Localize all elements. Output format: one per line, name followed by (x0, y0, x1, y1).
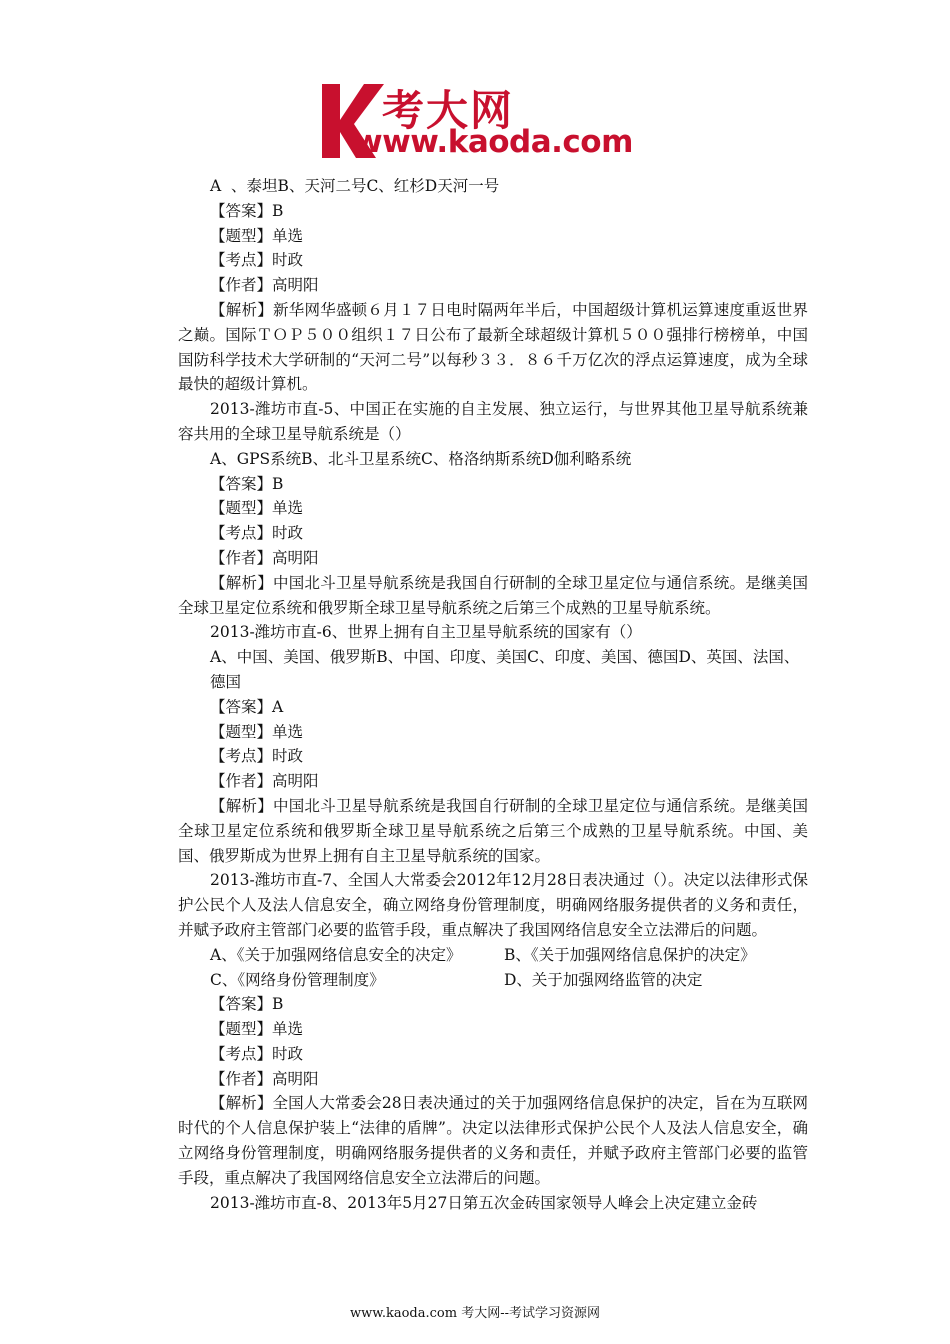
text-line: A、中国、美国、俄罗斯B、中国、印度、美国C、印度、美国、德国D、英国、法国、德国 (210, 648, 800, 691)
text-line: 【答案】A (210, 697, 284, 716)
paragraph: 【解析】中国北斗卫星导航系统是我国自行研制的全球卫星定位与通信系统。是继美国全球卫星定位系统和俄罗斯全球卫星导航系统之后第三个成熟的卫星导航系统。中国、美国、俄罗斯成为世界上拥有自主卫星导航系统的国家。 (178, 796, 808, 865)
paragraph: 【解析】全国人大常委会28日表决通过的关于加强网络信息保护的决定，旨在为互联网时代的个人信息保护装上“法律的盾牌”。决定以法律形式保护公民个人及法人信息安全，确立网络身份管理制度，明确网络服务提供者的义务和责任，并赋予政府主管部门必要的监管手段，重点解决了我国网络信息安全立法滞后的问题。 (178, 1094, 808, 1187)
document-body (178, 174, 808, 1215)
text-line: 2013-潍坊市直-8、2013年5月27日第五次金砖国家领导人峰会上决定建立金砖 (210, 1193, 758, 1212)
text-line: A、GPS系统B、北斗卫星系统C、格洛纳斯系统D伽利略系统 (210, 449, 632, 468)
text-line: 【考点】时政 (210, 524, 304, 543)
option-c: C、《网络身份管理制度》 (210, 970, 385, 989)
paragraph: 【解析】中国北斗卫星导航系统是我国自行研制的全球卫星定位与通信系统。是继美国全球卫星定位系统和俄罗斯全球卫星导航系统之后第三个成熟的卫星导航系统。 (178, 573, 808, 617)
paragraph: 【解析】新华网华盛顿６月１７日电时隔两年半后，中国超级计算机运算速度重返世界之巅。国际ＴＯＰ５００组织１７日公布了最新全球超级计算机５００强排行榜榜单，中国国防科学技术大学研制的“天河二号”以每秒３３．８６千万亿次的浮点运算速度，成为全球最快的超级计算机。 (178, 300, 808, 394)
text-line: 【答案】B (210, 995, 284, 1014)
text-line: 【作者】高明阳 (210, 548, 319, 567)
text-line: 【题型】单选 (210, 722, 304, 741)
option-d: D、关于加强网络监管的决定 (504, 970, 703, 989)
kaoda-logo (318, 80, 638, 164)
text-line: 2013-潍坊市直-6、世界上拥有自主卫星导航系统的国家有（） (210, 623, 642, 642)
page-footer: www.kaoda.com 考大网--考试学习资源网 (350, 1306, 600, 1321)
paragraph: 2013-潍坊市直-5、中国正在实施的自主发展、独立运行，与世界其他卫星导航系统兼容共用的全球卫星导航系统是（） (178, 400, 808, 443)
options-row-ab (178, 943, 808, 968)
question-block-2 (178, 992, 808, 1215)
option-b: B、《关于加强网络信息保护的决定》 (504, 945, 756, 964)
text-line: 【题型】单选 (210, 1020, 304, 1039)
text-line: 【作者】高明阳 (210, 1069, 319, 1088)
logo-url: www.kaoda.com (354, 124, 633, 160)
text-line: 【题型】单选 (210, 226, 304, 245)
options-row-cd (178, 968, 808, 993)
question-block-1 (178, 174, 808, 943)
text-line: A 、泰坦B、天河二号C、红杉D天河一号 (210, 177, 500, 195)
option-a: A、《关于加强网络信息安全的决定》 (210, 945, 462, 964)
logo-chinese-name: 考大网 (382, 86, 515, 135)
text-line: 【答案】B (210, 474, 284, 493)
text-line: 【作者】高明阳 (210, 276, 319, 295)
text-line: 【考点】时政 (210, 747, 304, 766)
text-line: 【题型】单选 (210, 499, 304, 518)
text-line: 【答案】B (210, 201, 284, 220)
text-line: 【考点】时政 (210, 1044, 304, 1063)
text-line: 【考点】时政 (210, 251, 304, 270)
paragraph: 2013-潍坊市直-7、全国人大常委会2012年12月28日表决通过（）。决定以法律形式保护公民个人及法人信息安全，确立网络身份管理制度，明确网络服务提供者的义务和责任，并赋予政府主管部门必要的监管手段，重点解决了我国网络信息安全立法滞后的问题。 (178, 871, 808, 939)
text-line: 【作者】高明阳 (210, 772, 319, 791)
